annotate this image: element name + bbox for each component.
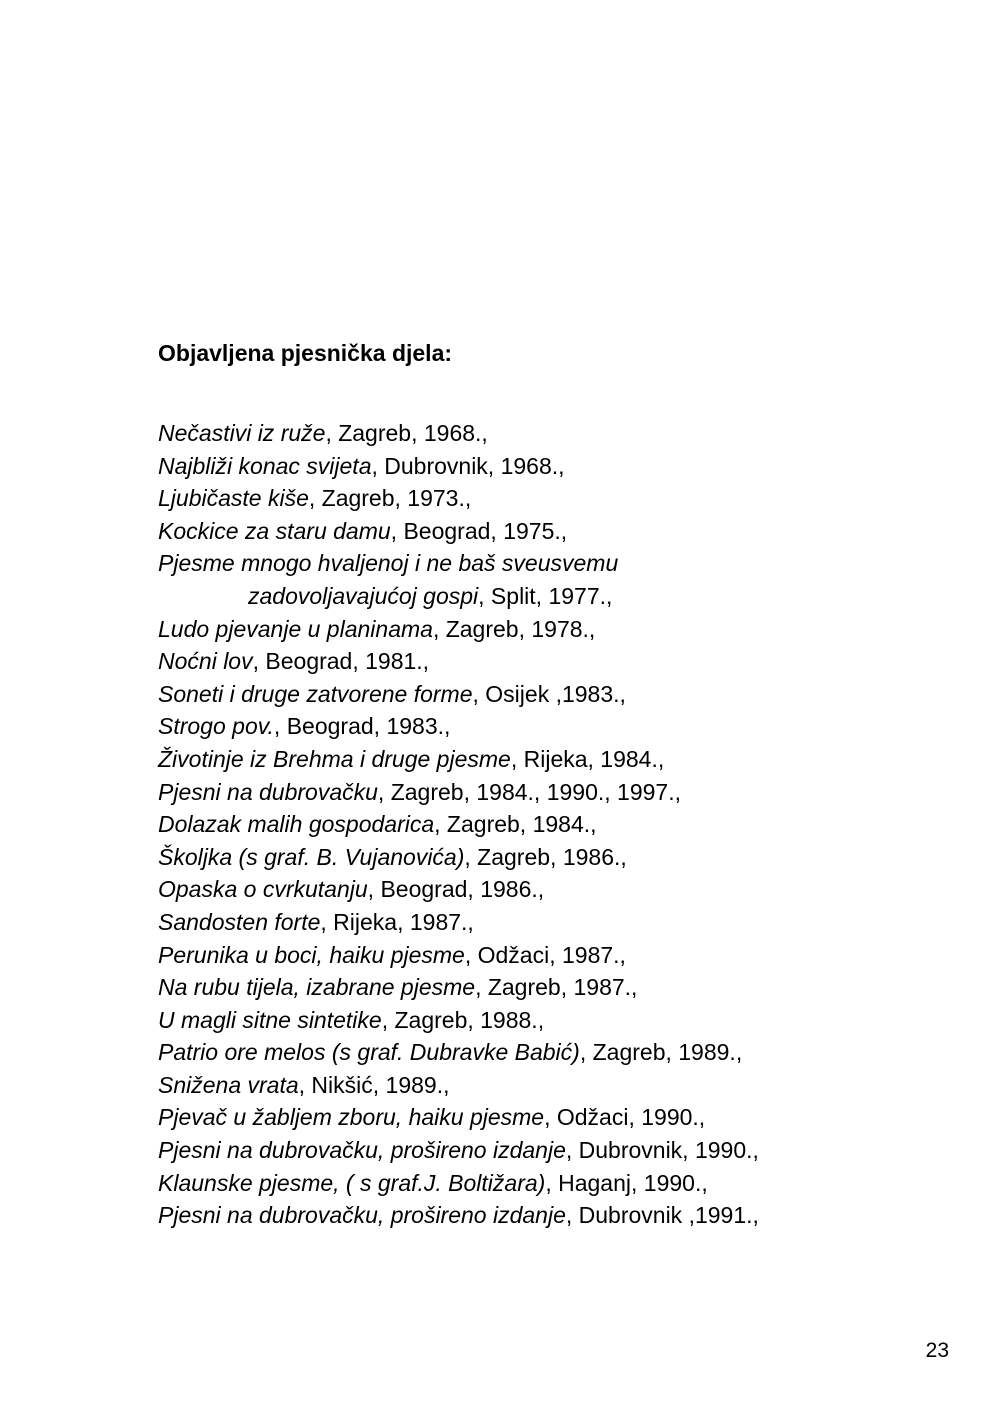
publication-list (158, 417, 759, 1232)
publication-details: , Beograd, 1981., (252, 648, 430, 675)
publication-details: , Beograd, 1975., (390, 517, 568, 544)
publication-details: , Beograd, 1986., (367, 876, 545, 903)
publication-details: , Zagreb, 1987., (475, 974, 638, 1001)
work-title: Školjka (s graf. B. Vujanovića) (158, 843, 465, 870)
list-item (158, 971, 759, 1004)
list-item (158, 776, 759, 809)
list-item (158, 710, 759, 743)
page-number: 23 (925, 1339, 949, 1362)
list-item (158, 613, 759, 646)
publication-details: , Zagreb, 1986., (464, 843, 627, 870)
publication-details: , Haganj, 1990., (545, 1169, 708, 1196)
publication-details: , Odžaci, 1990., (544, 1104, 706, 1131)
list-item (158, 645, 759, 678)
work-title: Noćni lov (158, 648, 253, 675)
publication-details: , Osijek ,1983., (472, 680, 626, 707)
list-item (158, 873, 759, 906)
list-item (158, 1167, 759, 1200)
list-item (158, 1134, 759, 1167)
list-item-continuation (158, 580, 759, 613)
publication-details: , Zagreb, 1988., (381, 1006, 545, 1033)
work-title: Opaska o cvrkutanju (158, 876, 368, 903)
work-title: Ljubičaste kiše (158, 485, 309, 512)
work-title: Snižena vrata (158, 1071, 299, 1098)
work-title: Ludo pjevanje u planinama (158, 615, 433, 642)
publication-details: , Rijeka, 1984., (510, 745, 665, 772)
list-item (158, 547, 759, 580)
list-item (158, 482, 759, 515)
list-item (158, 450, 759, 483)
work-title: Nečastivi iz ruže (158, 420, 326, 446)
publication-details: , Zagreb, 1978., (432, 615, 596, 642)
publication-details: , Zagreb, 1984., 1990., 1997., (377, 778, 681, 805)
work-title: Strogo pov. (158, 713, 274, 740)
list-item (158, 515, 759, 548)
list-item (158, 841, 759, 874)
list-item (158, 678, 759, 711)
list-item (158, 1069, 759, 1102)
work-title: Pjesme mnogo hvaljenoj i ne baš sveusvemu (158, 550, 619, 577)
list-item (158, 1101, 759, 1134)
list-item (158, 743, 759, 776)
work-title: Pjevač u žabljem zboru, haiku pjesme (158, 1104, 545, 1131)
work-title: Pjesni na dubrovačku, prošireno izdanje (158, 1202, 566, 1229)
publication-details: , Dubrovnik ,1991., (565, 1202, 759, 1229)
publication-details: , Zagreb, 1968., (325, 420, 488, 446)
list-item (158, 1004, 759, 1037)
work-title: Kockice za staru damu (158, 517, 391, 544)
list-item (158, 1199, 759, 1232)
work-title: Patrio ore melos (s graf. Dubravke Babić) (158, 1039, 580, 1066)
work-title: Najbliži konac svijeta (158, 452, 372, 479)
list-item (158, 939, 759, 972)
publication-details: , Beograd, 1983., (273, 713, 451, 740)
publication-details: , Dubrovnik, 1968., (371, 452, 565, 479)
work-title: Pjesni na dubrovačku (158, 778, 378, 805)
section-heading: Objavljena pjesnička djela: (158, 340, 453, 366)
work-title: Na rubu tijela, izabrane pjesme (158, 974, 476, 1001)
publication-details: , Nikšić, 1989., (298, 1071, 450, 1098)
work-title: Životinje iz Brehma i druge pjesme (158, 745, 511, 772)
publication-details: , Zagreb, 1984., (434, 811, 597, 838)
publication-details: , Split, 1977., (478, 582, 613, 609)
publication-details: , Dubrovnik, 1990., (565, 1137, 759, 1164)
publication-details: , Rijeka, 1987., (320, 908, 474, 935)
work-title: U magli sitne sintetike (158, 1006, 382, 1033)
list-item (158, 1036, 759, 1069)
list-item (158, 417, 759, 450)
publication-details: , Zagreb, 1973., (308, 485, 472, 512)
work-title: Soneti i druge zatvorene forme (158, 680, 473, 707)
work-title: Sandosten forte (158, 908, 321, 935)
publication-details: , Zagreb, 1989., (579, 1039, 743, 1066)
work-title: Perunika u boci, haiku pjesme (158, 941, 465, 968)
work-title: Pjesni na dubrovačku, prošireno izdanje (158, 1137, 566, 1164)
work-title: zadovoljavajućoj gospi (248, 582, 479, 609)
work-title: Klaunske pjesme, ( s graf.J. Boltižara) (158, 1169, 546, 1196)
publication-details: , Odžaci, 1987., (464, 941, 626, 968)
list-item (158, 808, 759, 841)
list-item (158, 906, 759, 939)
work-title: Dolazak malih gospodarica (158, 811, 435, 838)
